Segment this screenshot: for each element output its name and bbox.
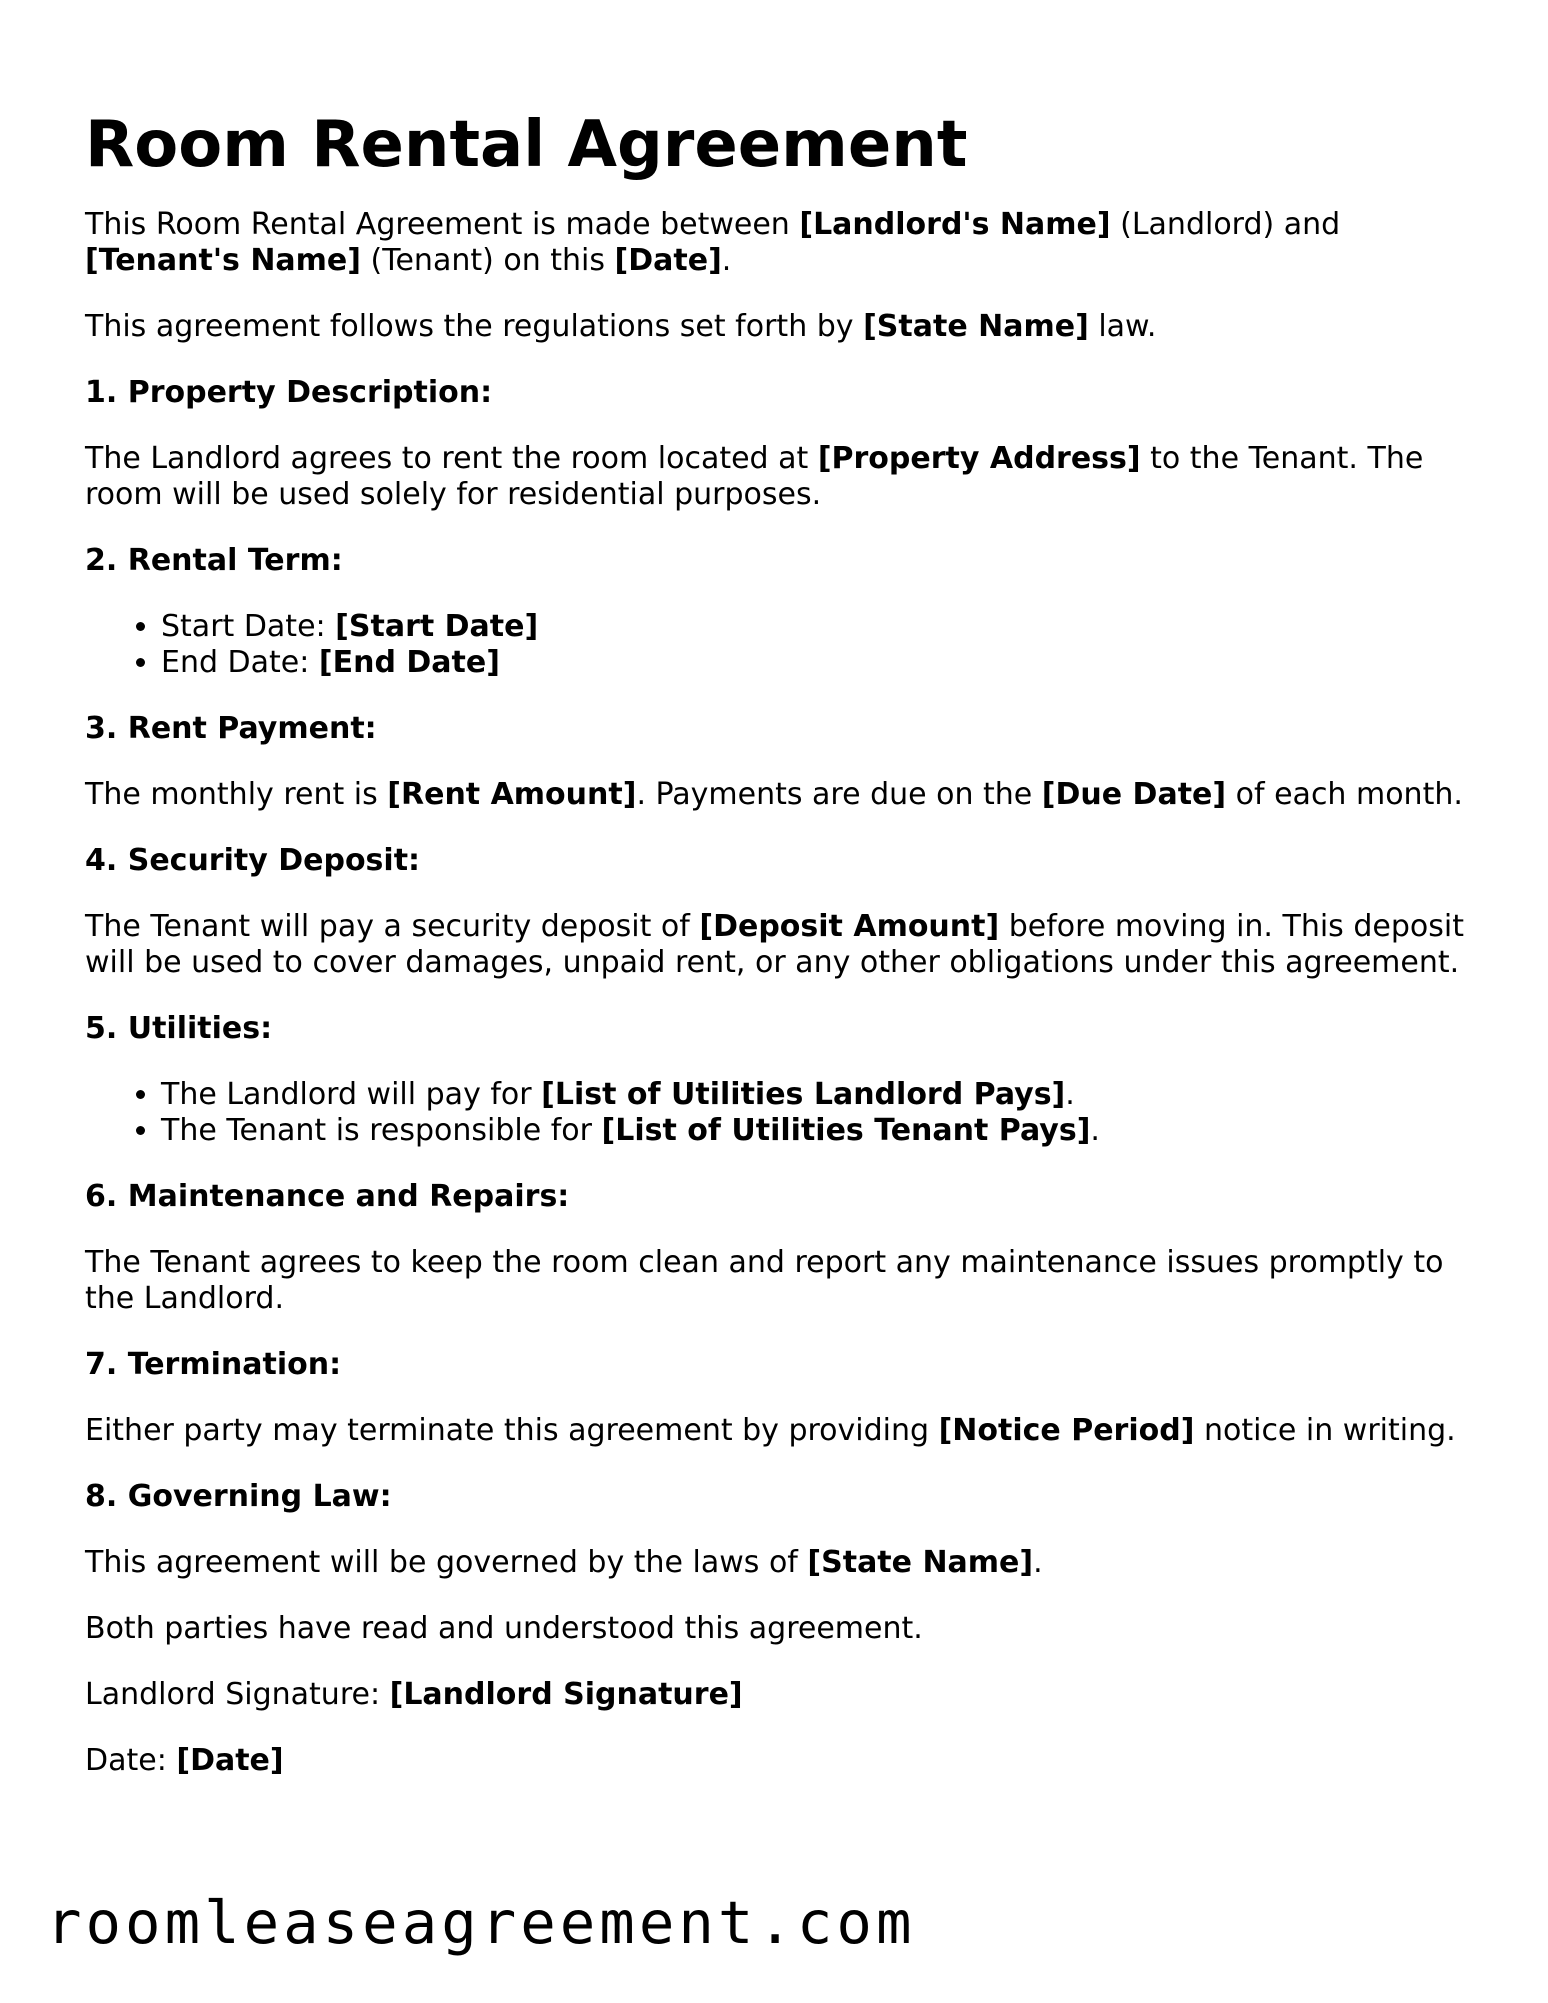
list-item [161, 645, 1485, 681]
governing-state-placeholder: [State Name] [807, 1545, 1034, 1580]
website-footer: roomleaseagreement.com [46, 1888, 916, 1957]
utilities-landlord-text-1: The Landlord will pay for [161, 1077, 542, 1112]
start-date-label: Start Date: [161, 609, 336, 644]
deposit-text-1: The Tenant will pay a security deposit of [85, 909, 700, 944]
termination-text-2: notice in writing. [1194, 1413, 1456, 1448]
utilities-tenant-text-1: The Tenant is responsible for [161, 1113, 602, 1148]
closing-paragraph: Both parties have read and understood this agreement. [85, 1611, 923, 1646]
date-label: Date: [85, 1743, 177, 1778]
intro-paragraph [85, 207, 1485, 279]
rental-term-list [85, 609, 1485, 681]
due-date-placeholder: [Due Date] [1041, 777, 1227, 812]
section-heading-utilities: 5. Utilities: [85, 1011, 273, 1046]
rent-amount-placeholder: [Rent Amount] [387, 777, 637, 812]
utilities-landlord-text-2: . [1065, 1077, 1075, 1112]
section-heading-maintenance: 6. Maintenance and Repairs: [85, 1179, 570, 1214]
deposit-text-2: before moving in. This deposit will be used to cover damages, unpaid rent, or any other obligations under this agreement. [85, 909, 1464, 980]
deposit-amount-placeholder: [Deposit Amount] [699, 909, 1000, 944]
list-item [161, 609, 1485, 645]
state-name-placeholder: [State Name] [863, 309, 1089, 344]
section-heading-security-deposit: 4. Security Deposit: [85, 843, 421, 878]
landlord-signature-placeholder: [Landlord Signature] [389, 1677, 743, 1712]
rent-text-3: of each month. [1226, 777, 1463, 812]
intro-text-2: (Landlord) and [1110, 207, 1341, 242]
document-title: Room Rental Agreement [85, 108, 968, 182]
utilities-list [85, 1077, 1485, 1149]
list-item [161, 1077, 1485, 1113]
termination-text-1: Either party may terminate this agreement by providing [85, 1413, 939, 1448]
start-date-placeholder: [Start Date] [335, 609, 539, 644]
regulations-text-1: This agreement follows the regulations set forth by [85, 309, 864, 344]
section-heading-rental-term: 2. Rental Term: [85, 543, 343, 578]
section-heading-governing-law: 8. Governing Law: [85, 1479, 392, 1514]
regulations-text-2: law. [1088, 309, 1157, 344]
list-item [161, 1113, 1485, 1149]
signature-line [85, 1677, 1485, 1713]
section-heading-rent-payment: 3. Rent Payment: [85, 711, 377, 746]
security-deposit-paragraph [85, 909, 1485, 981]
termination-paragraph [85, 1413, 1485, 1449]
end-date-label: End Date: [161, 645, 319, 680]
utilities-tenant-text-2: . [1090, 1113, 1100, 1148]
tenant-utilities-placeholder: [List of Utilities Tenant Pays] [601, 1113, 1091, 1148]
property-address-placeholder: [Property Address] [817, 441, 1141, 476]
end-date-placeholder: [End Date] [318, 645, 500, 680]
signature-label: Landlord Signature: [85, 1677, 390, 1712]
regulations-paragraph [85, 309, 1485, 345]
property-paragraph [85, 441, 1485, 513]
property-text-2: to the Tenant. The room will be used solely for residential purposes. [85, 441, 1424, 512]
property-text-1: The Landlord agrees to rent the room located at [85, 441, 818, 476]
intro-text-3: (Tenant) on this [361, 243, 615, 278]
intro-text-1: This Room Rental Agreement is made between [85, 207, 800, 242]
notice-period-placeholder: [Notice Period] [938, 1413, 1195, 1448]
governing-text-2: . [1033, 1545, 1043, 1580]
date-line [85, 1743, 1485, 1779]
rent-text-2: . Payments are due on the [636, 777, 1042, 812]
governing-law-paragraph [85, 1545, 1485, 1581]
intro-text-4: . [721, 243, 732, 278]
rent-payment-paragraph [85, 777, 1485, 813]
document-body [85, 105, 1485, 1809]
section-heading-property: 1. Property Description: [85, 375, 493, 410]
tenant-name-placeholder: [Tenant's Name] [85, 243, 361, 278]
landlord-name-placeholder: [Landlord's Name] [799, 207, 1111, 242]
date-placeholder: [Date] [614, 243, 722, 278]
rent-text-1: The monthly rent is [85, 777, 388, 812]
governing-text-1: This agreement will be governed by the laws of [85, 1545, 808, 1580]
maintenance-paragraph: The Tenant agrees to keep the room clean and report any maintenance issues promptly to the Landlord. [85, 1245, 1444, 1316]
signature-date-placeholder: [Date] [176, 1743, 284, 1778]
landlord-utilities-placeholder: [List of Utilities Landlord Pays] [541, 1077, 1066, 1112]
section-heading-termination: 7. Termination: [85, 1347, 342, 1382]
